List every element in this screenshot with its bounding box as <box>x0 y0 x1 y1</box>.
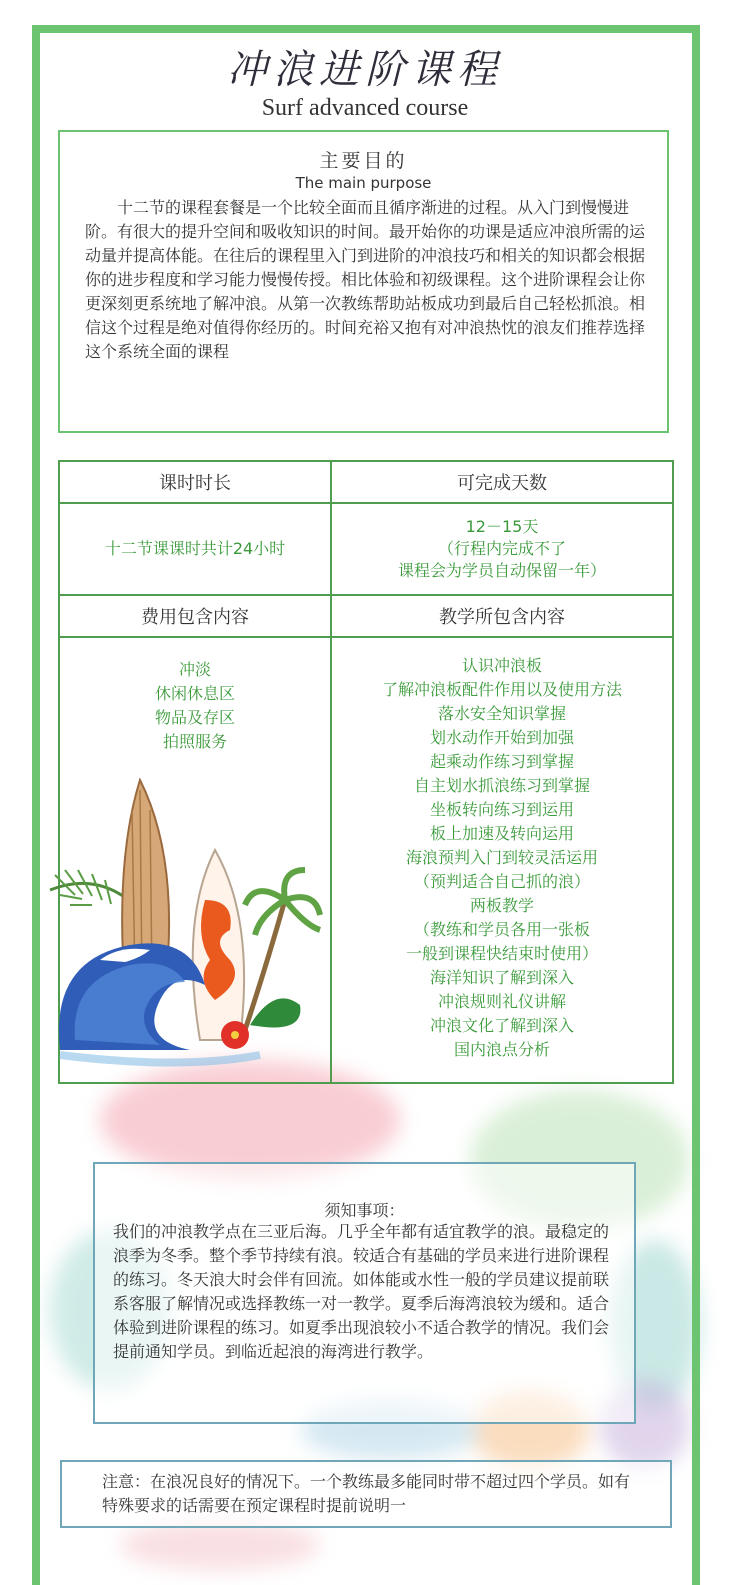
fee-item: 休闲休息区 <box>154 684 235 703</box>
days-value-line: （行程内完成不了 <box>437 539 566 558</box>
days-value <box>331 503 673 595</box>
fee-list <box>60 638 330 754</box>
teach-item: 一般到课程快结束时使用） <box>405 944 598 963</box>
notice-section <box>93 1162 636 1424</box>
teach-item: 两板教学 <box>469 896 534 915</box>
days-value-line: 课程会为学员自动保留一年） <box>397 561 606 580</box>
teach-header: 教学所包含内容 <box>331 595 673 637</box>
teach-item: 冲浪文化了解到深入 <box>429 1016 574 1035</box>
purpose-title-en: The main purpose <box>295 174 432 192</box>
hibiscus-flower-icon <box>221 1021 249 1049</box>
note-section <box>60 1460 672 1528</box>
duration-header: 课时时长 <box>59 461 331 503</box>
purpose-title: 主要目的 <box>319 150 408 172</box>
teach-item: 自主划水抓浪练习到掌握 <box>413 776 590 795</box>
teach-cell <box>331 637 673 1083</box>
teach-item: 海洋知识了解到深入 <box>429 968 574 987</box>
teach-item: 海浪预判入门到较灵活运用 <box>405 848 598 867</box>
page-subtitle: Surf advanced course <box>261 95 469 121</box>
fee-header: 费用包含内容 <box>59 595 331 637</box>
purpose-text: 十二节的课程套餐是一个比较全面而且循序渐进的过程。从入门到慢慢进阶。有很大的提升空间和吸收知识的时间。最开始你的功课是适应冲浪所需的运动量并提高体能。在往后的课程里入门到进阶的冲浪技巧和相关的知识都会根据你的进步程度和学习能力慢慢传授。相比体验和初级课程。这个进阶课程会让你更深刻更系统地了解冲浪。从第一次教练帮助站板成功到最后自己轻松抓浪。相信这个过程是绝对值得你经历的。时间充裕又抱有对冲浪热忱的浪友们推荐选择这个系统全面的课程 <box>85 198 646 361</box>
notice-title: 须知事项： <box>324 1201 405 1220</box>
teach-item: 了解冲浪板配件作用以及使用方法 <box>381 680 622 699</box>
days-value-line: 12－15天 <box>465 517 539 536</box>
teach-item: 国内浪点分析 <box>453 1040 550 1059</box>
teach-item: 冲浪规则礼仪讲解 <box>437 992 566 1011</box>
teach-item: （预判适合自己抓的浪） <box>413 872 590 891</box>
note-text: 注意：在浪况良好的情况下。一个教练最多能同时带不超过四个学员。如有特殊要求的话需要在预定课程时提前说明一 <box>102 1472 631 1515</box>
surf-illustration <box>40 770 330 1070</box>
duration-value: 十二节课课时共计24小时 <box>59 503 331 595</box>
teach-item: 起乘动作练习到掌握 <box>429 752 574 771</box>
teach-item: 划水动作开始到加强 <box>429 728 574 747</box>
purpose-section <box>58 130 669 433</box>
teach-item: 坐板转向练习到运用 <box>429 800 574 819</box>
teach-item: 板上加速及转向运用 <box>429 824 574 843</box>
days-header: 可完成天数 <box>331 461 673 503</box>
teach-item: 落水安全知识掌握 <box>437 704 566 723</box>
monstera-leaf-icon <box>250 998 300 1027</box>
fee-item: 物品及存区 <box>154 708 235 727</box>
orange-surfboard-icon <box>193 850 244 1040</box>
teach-item: （教练和学员各用一张板 <box>413 920 590 939</box>
fee-item: 冲淡 <box>178 660 211 679</box>
notice-text: 我们的冲浪教学点在三亚后海。几乎全年都有适宜教学的浪。最稳定的浪季为冬季。整个季节持续有浪。较适合有基础的学员来进行进阶课程的练习。冬天浪大时会伴有回流。如体能或水性一般的学员建议提前联系客服了解情况或选择教练一对一教学。夏季后海湾浪较为缓和。适合体验到进阶课程的练习。如夏季出现浪较小不适合教学的情况。我们会提前通知学员。到临近起浪的海湾进行教学。 <box>113 1222 610 1361</box>
teach-list <box>332 638 672 1062</box>
teach-item: 认识冲浪板 <box>461 656 542 675</box>
fee-item: 拍照服务 <box>162 732 227 751</box>
page-title: 冲浪进阶课程 <box>227 47 503 93</box>
